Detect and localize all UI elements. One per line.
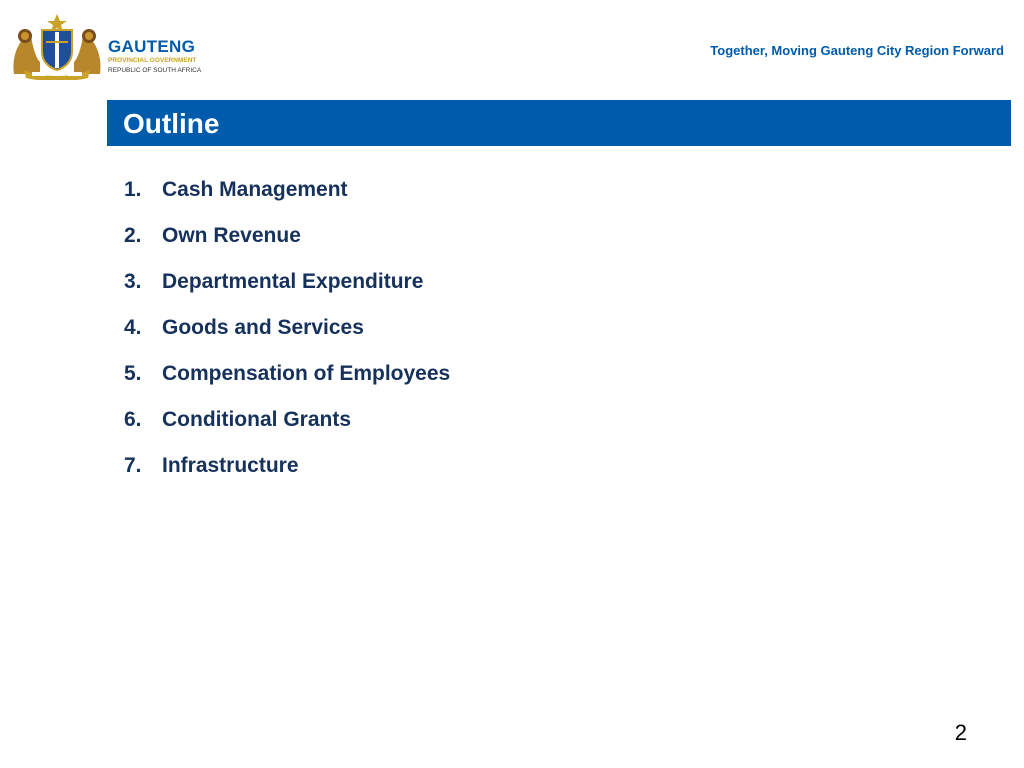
outline-item-label: Infrastructure	[162, 454, 299, 477]
logo-subline-provincial: PROVINCIAL GOVERNMENT	[108, 57, 197, 64]
page-number: 2	[954, 720, 967, 745]
outline-item-number: 4.	[124, 316, 142, 339]
outline-item-number: 7.	[124, 454, 142, 477]
outline-item-label: Departmental Expenditure	[162, 270, 424, 293]
outline-item-number: 3.	[124, 270, 142, 293]
coat-of-arms-icon	[10, 12, 104, 80]
slide-header	[0, 0, 1024, 92]
outline-item	[124, 222, 450, 268]
outline-item-label: Compensation of Employees	[162, 362, 451, 385]
outline-item-number: 2.	[124, 224, 142, 247]
logo-subline-republic: REPUBLIC OF SOUTH AFRICA	[108, 66, 202, 74]
slide-title: Outline	[123, 108, 220, 139]
outline-item-label: Goods and Services	[162, 316, 364, 339]
outline-item	[124, 314, 450, 360]
title-band	[107, 100, 1011, 146]
outline-item-number: 1.	[124, 178, 142, 201]
outline-item-number: 5.	[124, 362, 142, 385]
outline-item-label: Conditional Grants	[162, 408, 351, 431]
tagline: Together, Moving Gauteng City Region Forward	[710, 43, 1004, 58]
outline-item-number: 6.	[124, 408, 142, 431]
outline-item-label: Cash Management	[162, 178, 348, 201]
outline-item	[124, 176, 450, 222]
outline-list	[124, 176, 450, 498]
outline-item-label: Own Revenue	[162, 224, 301, 247]
logo-name: GAUTENG	[108, 37, 196, 56]
outline-item	[124, 360, 450, 406]
outline-item	[124, 406, 450, 452]
outline-item	[124, 268, 450, 314]
gauteng-logo-text	[108, 38, 201, 74]
outline-item	[124, 452, 450, 498]
